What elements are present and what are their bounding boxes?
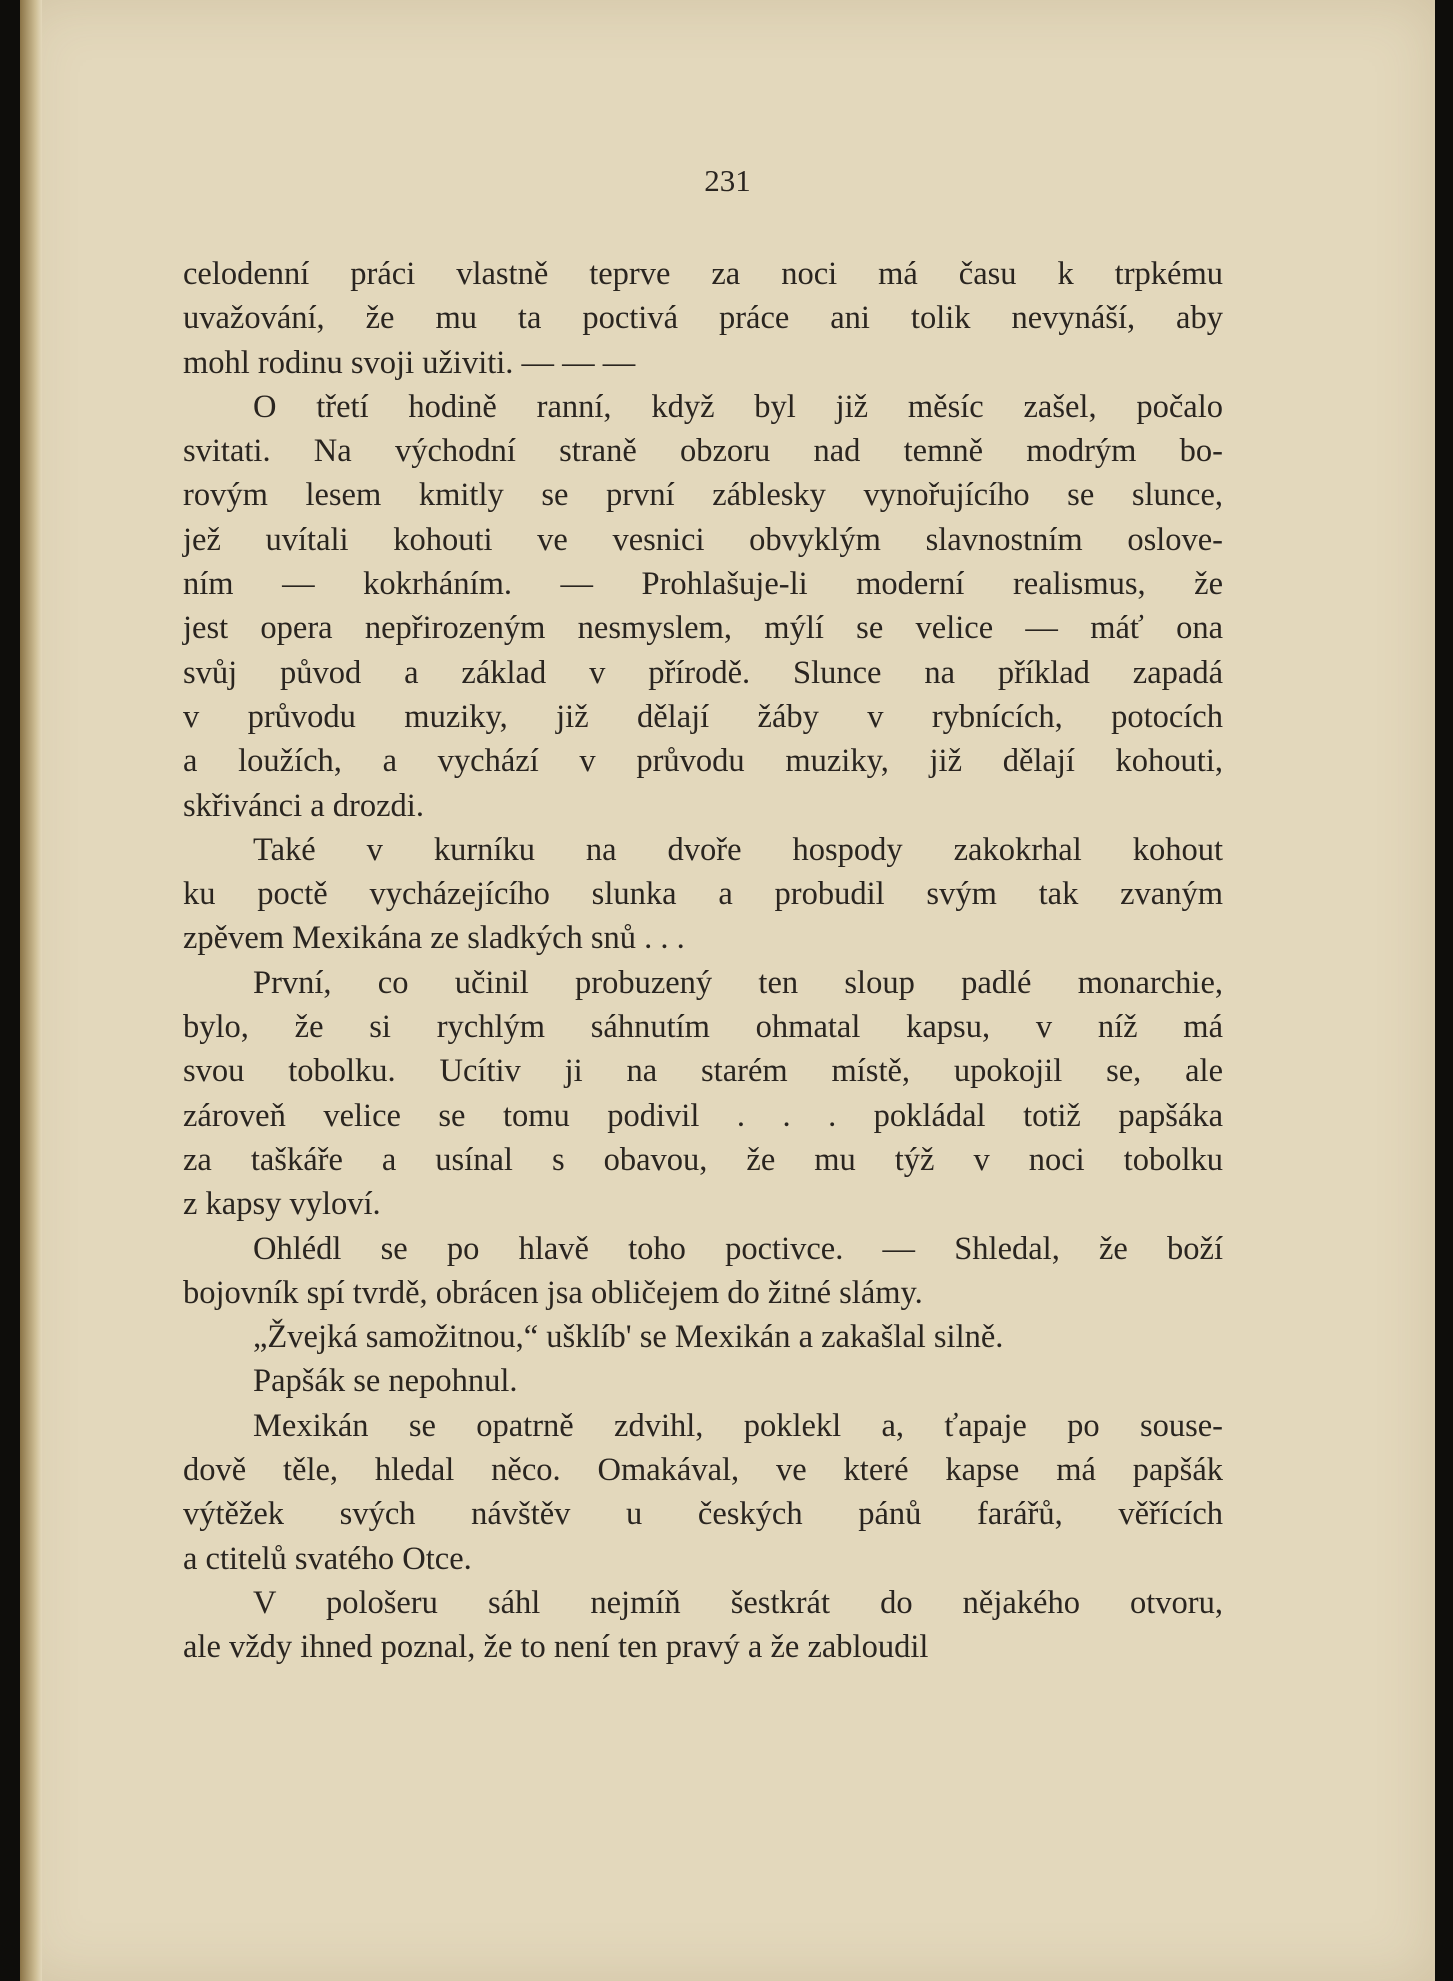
paragraph [183, 252, 1223, 385]
text-line: bylo, že si rychlým sáhnutím ohmatal kapsu, v níž má [183, 1009, 1223, 1046]
text-line: z kapsy vyloví. [183, 1186, 381, 1223]
text-line: jest opera nepřirozeným nesmyslem, mýlí se velice — máť ona [183, 610, 1223, 647]
text-line: Ohlédl se po hlavě toho poctivce. — Shledal, že boží [253, 1230, 1223, 1267]
text-line: Mexikán se opatrně zdvihl, poklekl a, ťapaje po souse- [253, 1407, 1223, 1444]
text-line: dově těle, hledal něco. Omakával, ve které kapse má papšák [183, 1452, 1223, 1489]
text-line: rovým lesem kmitly se první záblesky vynořujícího se slunce, [183, 477, 1223, 514]
paragraph [183, 1227, 1223, 1316]
text-line: jež uvítali kohouti ve vesnici obvyklým slavnostním oslove- [183, 521, 1223, 558]
text-line: zpěvem Mexikána ze sladkých snů . . . [183, 920, 685, 957]
text-line: První, co učinil probuzený ten sloup padlé monarchie, [253, 964, 1223, 1001]
text-line: uvažování, že mu ta poctivá práce ani tolik nevynáší, aby [183, 300, 1223, 337]
text-line: ku poctě vycházejícího slunka a probudil svým tak zvaným [183, 876, 1223, 913]
body-text [183, 252, 1223, 1670]
text-line: Papšák se nepohnul. [253, 1363, 518, 1400]
text-line: bojovník spí tvrdě, obrácen jsa obličejem do žitné slámy. [183, 1274, 923, 1311]
paragraph [183, 1315, 1223, 1359]
text-line: „Žvejká samožitnou,“ ušklíb' se Mexikán a zakašlal silně. [253, 1319, 1004, 1356]
text-line: V pološeru sáhl nejmíň šestkrát do nějakého otvoru, [253, 1584, 1223, 1621]
text-line: mohl rodinu svoji uživiti. — — — [183, 344, 636, 381]
paragraph [183, 961, 1223, 1227]
page-number: 231 [704, 163, 751, 198]
paragraph [183, 1404, 1223, 1581]
paragraph [183, 1581, 1223, 1670]
text-line: skřivánci a drozdi. [183, 787, 424, 824]
text-line: svou tobolku. Ucítiv ji na starém místě, upokojil se, ale [183, 1053, 1223, 1090]
text-line: výtěžek svých návštěv u českých pánů farářů, věřících [183, 1496, 1223, 1533]
book-page [20, 0, 1435, 1981]
text-line: Také v kurníku na dvoře hospody zakokrhal kohout [253, 831, 1223, 868]
paragraph [183, 1359, 1223, 1403]
text-line: celodenní práci vlastně teprve za noci má času k trpkému [183, 256, 1223, 292]
text-line: svůj původ a základ v přírodě. Slunce na příklad zapadá [183, 654, 1223, 691]
page-gutter [20, 0, 42, 1981]
text-line: zároveň velice se tomu podivil . . . pokládal totiž papšáka [183, 1097, 1223, 1134]
text-line: O třetí hodině ranní, když byl již měsíc zašel, počalo [253, 388, 1223, 425]
paragraph [183, 385, 1223, 828]
text-line: ale vždy ihned poznal, že to není ten pravý a že zabloudil [183, 1629, 929, 1666]
text-line: a ctitelů svatého Otce. [183, 1540, 472, 1577]
text-line: za taškáře a usínal s obavou, že mu týž v noci tobolku [183, 1141, 1223, 1178]
paragraph [183, 828, 1223, 961]
text-line: svitati. Na východní straně obzoru nad temně modrým bo- [183, 433, 1223, 470]
text-line: v průvodu muziky, již dělají žáby v rybnících, potocích [183, 698, 1223, 735]
text-line: a loužích, a vychází v průvodu muziky, již dělají kohouti, [183, 743, 1223, 780]
text-line: ním — kokrháním. — Prohlašuje-li moderní realismus, že [183, 566, 1223, 603]
